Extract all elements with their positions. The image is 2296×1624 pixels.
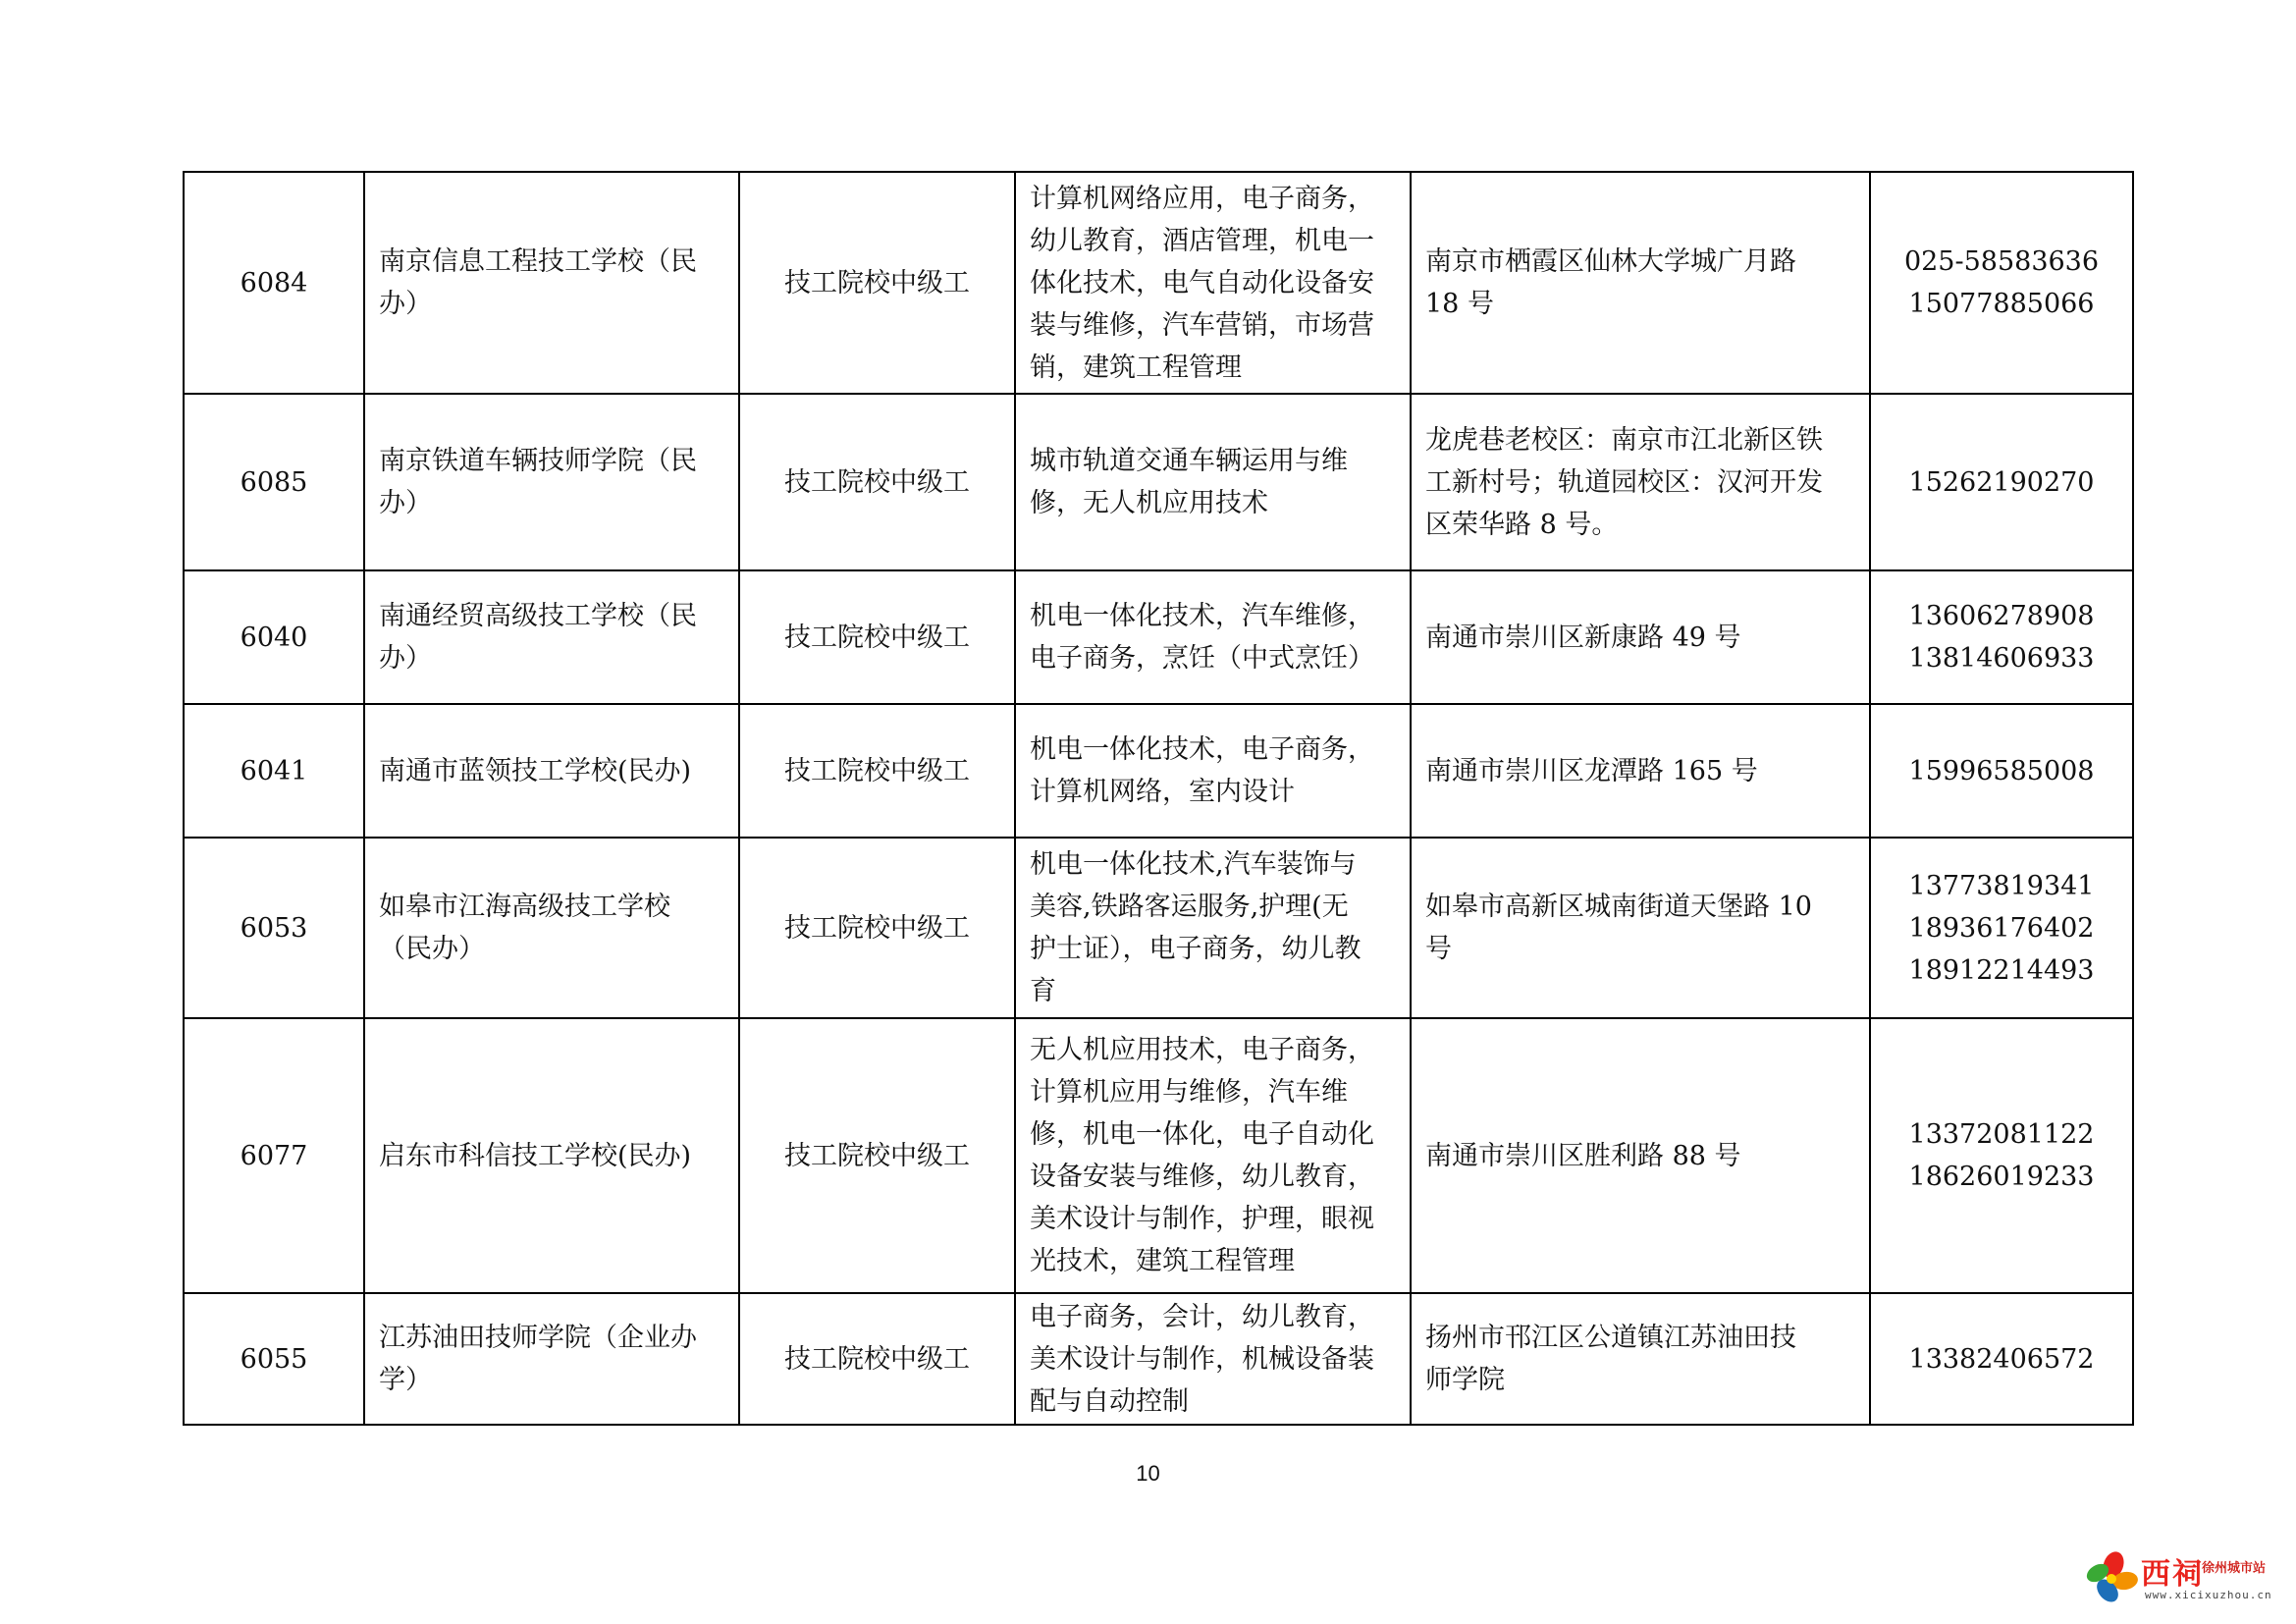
phone-cell [1870,1018,2133,1293]
majors-line: 美术设计与制作，护理，眼视 [1030,1204,1374,1234]
address-line: 工新村号；轨道园校区：汉河开发 [1425,466,1823,498]
school-level-cell: 技工院校中级工 [739,704,1015,838]
school-code-cell: 6041 [184,704,364,838]
phone-line: 13773819341 [1908,870,2095,901]
majors-line: 修，无人机应用技术 [1030,488,1268,518]
phone-line: 025-58583636 [1903,246,2100,277]
majors-line: 美容,铁路客运服务,护理(无 [1030,892,1349,922]
address-cell [1411,570,1870,704]
school-name-cell [364,1293,739,1425]
table-row [184,704,2133,838]
majors-line: 机电一体化技术，汽车维修， [1030,601,1374,631]
majors-cell [1015,838,1411,1018]
table-row [184,172,2133,394]
address-cell [1411,394,1870,570]
school-name-line: 南通经贸高级技工学校（民 [379,601,697,631]
school-level-cell: 技工院校中级工 [739,570,1015,704]
majors-line: 计算机网络应用，电子商务， [1030,183,1374,214]
phone-line: 15262190270 [1908,466,2095,498]
address-line: 南通市崇川区新康路 49 号 [1425,622,1741,653]
majors-line: 无人机应用技术，电子商务， [1030,1035,1374,1065]
majors-line: 体化技术，电气自动化设备安 [1030,267,1374,298]
majors-line: 育 [1030,976,1056,1006]
school-name-cell [364,1018,739,1293]
table-body [184,172,2133,1425]
school-name-line: 办） [379,289,432,319]
majors-line: 销，建筑工程管理 [1030,352,1242,383]
majors-cell [1015,1018,1411,1293]
majors-line: 光技术，建筑工程管理 [1030,1246,1295,1276]
address-cell [1411,1018,1870,1293]
school-name-line: 南京信息工程技工学校（民 [379,246,697,277]
school-name-line: 如皋市江海高级技工学校 [379,892,670,922]
majors-line: 机电一体化技术,汽车装饰与 [1030,849,1357,880]
majors-line: 电子商务，烹饪（中式烹饪） [1030,643,1374,674]
table-row [184,838,2133,1018]
page-number: 10 [1136,1461,1160,1486]
address-cell [1411,838,1870,1018]
school-name-cell [364,570,739,704]
majors-cell [1015,172,1411,394]
school-code-cell: 6053 [184,838,364,1018]
school-level-cell: 技工院校中级工 [739,1018,1015,1293]
phone-cell [1870,704,2133,838]
majors-cell [1015,570,1411,704]
school-name-line: 办） [379,643,432,674]
address-cell [1411,704,1870,838]
majors-cell [1015,1293,1411,1425]
phone-line: 13814606933 [1908,643,2095,674]
majors-line: 护士证），电子商务，幼儿教 [1030,934,1362,964]
address-line: 南通市崇川区龙潭路 165 号 [1425,755,1758,786]
phone-cell [1870,838,2133,1018]
address-line: 18 号 [1425,289,1494,319]
school-code-cell: 6055 [184,1293,364,1425]
phone-cell [1870,1293,2133,1425]
address-line: 南京市栖霞区仙林大学城广月路 [1425,246,1796,277]
table-row [184,1018,2133,1293]
school-name-cell [364,172,739,394]
table-row [184,1293,2133,1425]
majors-line: 机电一体化技术，电子商务， [1030,734,1374,765]
address-line: 区荣华路 8 号。 [1425,509,1619,540]
address-cell [1411,172,1870,394]
majors-line: 设备安装与维修，幼儿教育， [1030,1162,1374,1192]
address-cell [1411,1293,1870,1425]
school-level-cell: 技工院校中级工 [739,172,1015,394]
school-name-cell [364,394,739,570]
table-row [184,570,2133,704]
school-code-cell: 6085 [184,394,364,570]
majors-cell [1015,704,1411,838]
majors-line: 城市轨道交通车辆运用与维 [1030,446,1348,476]
school-name-line: 南京铁道车辆技师学院（民 [379,446,697,476]
phone-line: 15077885066 [1908,289,2095,319]
majors-line: 电子商务，会计，幼儿教育， [1030,1301,1374,1332]
school-level-cell: 技工院校中级工 [739,1293,1015,1425]
table-row [184,394,2133,570]
phone-cell [1870,570,2133,704]
address-line: 如皋市高新区城南街道天堡路 10 [1425,892,1812,922]
school-name-line: 启东市科信技工学校(民办) [379,1140,692,1171]
phone-cell [1870,394,2133,570]
majors-line: 修，机电一体化，电子自动化 [1030,1119,1374,1150]
phone-line: 13606278908 [1908,601,2095,631]
majors-cell [1015,394,1411,570]
majors-line: 配与自动控制 [1030,1385,1189,1417]
address-line: 号 [1425,934,1452,964]
watermark-subtitle: 徐州城市站 [2202,1561,2267,1576]
watermark-logo [2084,1549,2276,1608]
school-code-cell: 6077 [184,1018,364,1293]
majors-line: 计算机应用与维修，汽车维 [1030,1077,1348,1108]
school-name-line: 南通市蓝领技工学校(民办) [379,755,692,786]
phone-line: 18912214493 [1908,954,2095,986]
majors-line: 装与维修，汽车营销，市场营 [1030,309,1374,341]
address-line: 师学院 [1425,1365,1505,1395]
school-name-line: 办） [379,488,432,518]
address-line: 南通市崇川区胜利路 88 号 [1425,1140,1741,1171]
phone-line: 13382406572 [1908,1343,2095,1375]
majors-line: 幼儿教育，酒店管理，机电一 [1030,225,1374,256]
watermark-url: www.xicixuzhou.cn [2145,1589,2272,1601]
phone-line: 13372081122 [1908,1119,2095,1150]
school-name-line: 江苏油田技师学院（企业办 [379,1323,697,1353]
majors-line: 美术设计与制作，机械设备装 [1030,1343,1374,1375]
pinwheel-logo-icon [2084,1549,2139,1608]
school-table [183,171,2134,1426]
address-line: 扬州市邗江区公道镇江苏油田技 [1425,1323,1796,1353]
phone-line: 18626019233 [1908,1162,2095,1192]
school-name-cell [364,838,739,1018]
watermark-title: 西祠 [2141,1557,2204,1592]
school-name-line: （民办） [379,934,485,964]
school-level-cell: 技工院校中级工 [739,838,1015,1018]
school-level-cell: 技工院校中级工 [739,394,1015,570]
majors-line: 计算机网络，室内设计 [1030,777,1295,807]
school-code-cell: 6040 [184,570,364,704]
phone-line: 15996585008 [1908,755,2095,786]
address-line: 龙虎巷老校区：南京市江北新区铁 [1425,424,1823,456]
school-name-line: 学） [379,1365,432,1395]
school-name-cell [364,704,739,838]
phone-cell [1870,172,2133,394]
phone-line: 18936176402 [1908,912,2095,944]
school-code-cell: 6084 [184,172,364,394]
